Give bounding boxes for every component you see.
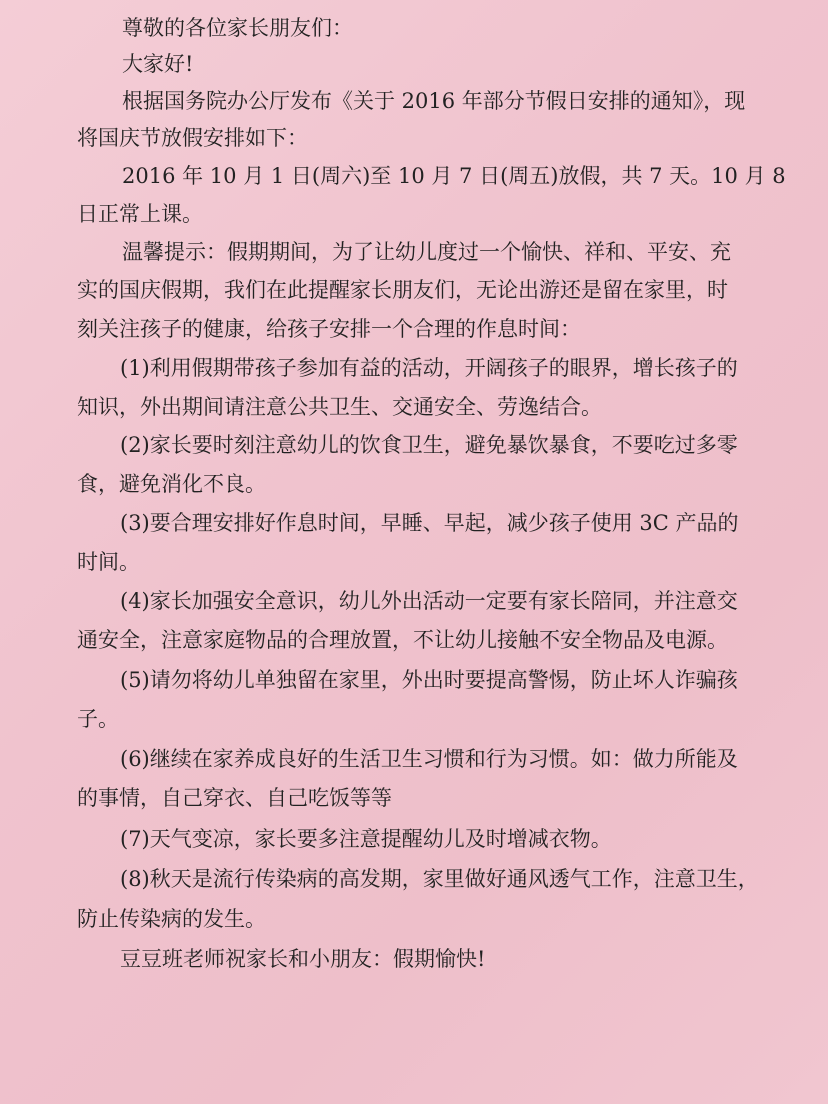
item-2-line-1: (2)家长要时刻注意幼儿的饮食卫生，避免暴饮暴食，不要吃过多零 xyxy=(120,433,738,457)
item-4-line-1: (4)家长加强安全意识，幼儿外出活动一定要有家长陪同，并注意交 xyxy=(120,589,738,613)
item-7-line-1: (7)天气变凉，家长要多注意提醒幼儿及时增减衣物。 xyxy=(120,827,612,851)
reminder-line-1: 温馨提示：假期期间，为了让幼儿度过一个愉快、祥和、平安、充 xyxy=(122,240,731,264)
item-3-line-2: 时间。 xyxy=(77,550,140,574)
schedule-line-2: 日正常上课。 xyxy=(77,202,203,226)
intro-line-2: 将国庆节放假安排如下： xyxy=(77,126,308,150)
intro-line-1: 根据国务院办公厅发布《关于 2016 年部分节假日安排的通知》，现 xyxy=(122,89,746,113)
item-8-line-2: 防止传染病的发生。 xyxy=(77,907,266,931)
item-4-line-2: 通安全，注意家庭物品的合理放置，不让幼儿接触不安全物品及电源。 xyxy=(77,628,728,652)
schedule-line-1: 2016 年 10 月 1 日(周六)至 10 月 7 日(周五)放假，共 7 天。10 月 8 xyxy=(122,164,786,188)
item-5-line-2: 子。 xyxy=(77,707,119,731)
item-6-line-1: (6)继续在家养成良好的生活卫生习惯和行为习惯。如：做力所能及 xyxy=(120,747,738,771)
item-2-line-2: 食，避免消化不良。 xyxy=(77,472,266,496)
item-1-line-1: (1)利用假期带孩子参加有益的活动，开阔孩子的眼界，增长孩子的 xyxy=(120,356,738,380)
item-8-line-1: (8)秋天是流行传染病的高发期，家里做好通风透气工作，注意卫生， xyxy=(120,867,759,891)
salutation: 尊敬的各位家长朋友们： xyxy=(122,16,353,40)
item-3-line-1: (3)要合理安排好作息时间，早睡、早起，减少孩子使用 3C 产品的 xyxy=(120,511,739,535)
item-5-line-1: (5)请勿将幼儿单独留在家里，外出时要提高警惕，防止坏人诈骗孩 xyxy=(120,668,738,692)
item-1-line-2: 知识，外出期间请注意公共卫生、交通安全、劳逸结合。 xyxy=(77,395,602,419)
closing-line: 豆豆班老师祝家长和小朋友：假期愉快! xyxy=(120,947,486,971)
reminder-line-2: 实的国庆假期，我们在此提醒家长朋友们，无论出游还是留在家里，时 xyxy=(77,278,728,302)
reminder-line-3: 刻关注孩子的健康，给孩子安排一个合理的作息时间： xyxy=(77,317,581,341)
item-6-line-2: 的事情，自己穿衣、自己吃饭等等 xyxy=(77,786,392,810)
greeting: 大家好! xyxy=(122,52,194,76)
